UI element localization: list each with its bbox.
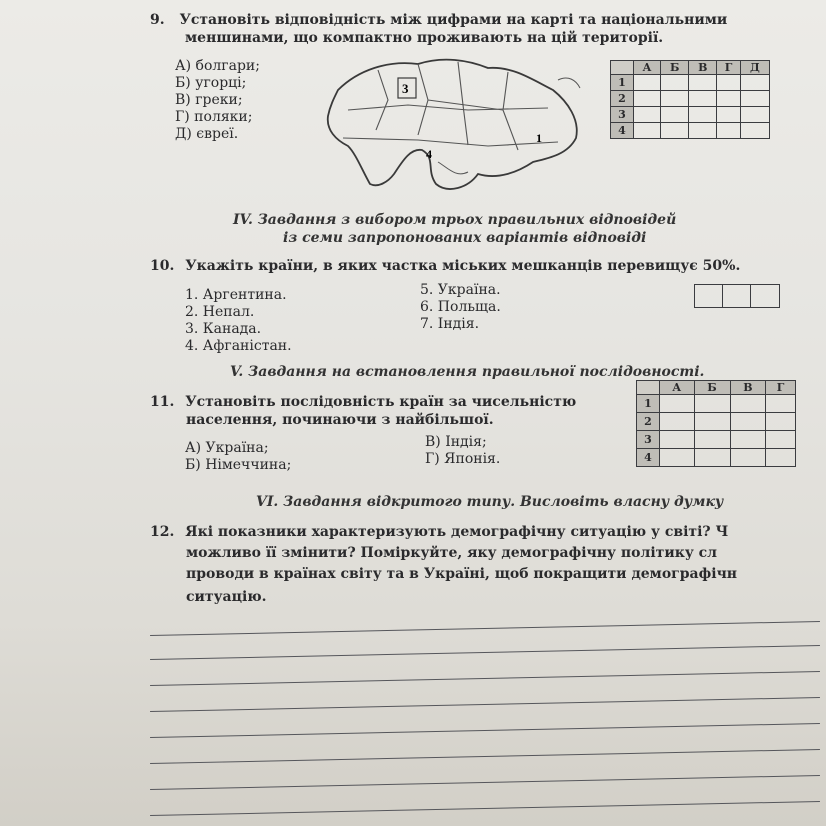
q11-cell[interactable] xyxy=(694,431,730,449)
answer-line[interactable] xyxy=(150,749,820,764)
q9-cell[interactable] xyxy=(661,75,689,91)
section-5-heading: V. Завдання на встановлення правильної послідовності. xyxy=(230,364,705,380)
section-4-heading-2: із семи запропонованих варіантів відповіді xyxy=(283,230,647,246)
q9-col-b: Б xyxy=(661,61,689,75)
q9-line-1 xyxy=(150,12,727,28)
q9-row-2: 2 xyxy=(611,91,634,107)
q11-option-d: Г) Японія. xyxy=(425,451,501,467)
q10-option-5: 5. Україна. xyxy=(420,282,501,298)
q9-answer-grid xyxy=(610,60,770,139)
q10-text: Укажіть країни, в яких частка міських мешканців перевищує 50%. xyxy=(185,258,741,274)
map-label-4: 4 xyxy=(426,147,432,161)
q10-option-3: 3. Канада. xyxy=(185,321,262,337)
q11-option-a: А) Україна; xyxy=(185,440,269,456)
q11-cell[interactable] xyxy=(766,395,796,413)
q9-cell[interactable] xyxy=(717,75,740,91)
q10-answer-box-3[interactable] xyxy=(750,284,780,308)
q10-line xyxy=(150,258,740,274)
answer-line[interactable] xyxy=(150,801,820,816)
q10-option-1: 1. Аргентина. xyxy=(185,287,287,303)
q10-option-6: 6. Польща. xyxy=(420,299,501,315)
q11-col-a: А xyxy=(660,381,695,395)
q12-text-1: Які показники характеризують демографічну ситуацію у світі? Ч xyxy=(185,524,729,540)
q11-text-2: населення, починаючи з найбільшої. xyxy=(186,412,494,428)
q11-cell[interactable] xyxy=(694,413,730,431)
q9-option-e: Д) євреї. xyxy=(175,126,239,142)
q11-col-d: Г xyxy=(766,381,796,395)
q10-option-2: 2. Непал. xyxy=(185,304,255,320)
q9-cell[interactable] xyxy=(661,107,689,123)
q9-col-e: Д xyxy=(740,61,769,75)
q11-cell[interactable] xyxy=(766,431,796,449)
q9-cell[interactable] xyxy=(740,123,769,139)
q11-row-3: 3 xyxy=(637,431,660,449)
q11-cell[interactable] xyxy=(660,413,695,431)
q11-cell[interactable] xyxy=(660,431,695,449)
q10-answer-box-2[interactable] xyxy=(722,284,751,308)
q11-row-2: 2 xyxy=(637,413,660,431)
q12-text-3: проводи в країнах світу та в Україні, щоб покращити демографічн xyxy=(186,566,738,582)
q9-text-1: Установіть відповідність між цифрами на карті та національними xyxy=(179,12,728,28)
q9-option-b: Б) угорці; xyxy=(175,75,247,91)
answer-line[interactable] xyxy=(150,671,820,686)
q9-row-1: 1 xyxy=(611,75,634,91)
q11-cell[interactable] xyxy=(660,449,695,467)
q11-col-c: В xyxy=(730,381,766,395)
q10-number: 10. xyxy=(150,258,175,274)
q9-cell[interactable] xyxy=(689,107,717,123)
q12-text-2: можливо її змінити? Поміркуйте, яку демографічну політику сл xyxy=(186,545,718,561)
map-label-3: 3 xyxy=(402,81,409,96)
section-6-heading: VI. Завдання відкритого типу. Висловіть власну думку xyxy=(256,494,724,510)
q9-cell[interactable] xyxy=(717,123,740,139)
answer-line[interactable] xyxy=(150,723,820,738)
q11-cell[interactable] xyxy=(766,449,796,467)
section-4-heading-1: IV. Завдання з вибором трьох правильних відповідей xyxy=(233,212,677,228)
q11-cell[interactable] xyxy=(660,395,695,413)
q9-cell[interactable] xyxy=(661,123,689,139)
answer-line[interactable] xyxy=(150,775,820,790)
answer-line[interactable] xyxy=(150,621,820,636)
q11-row-1: 1 xyxy=(637,395,660,413)
q11-col-b: Б xyxy=(694,381,730,395)
q9-cell[interactable] xyxy=(634,91,661,107)
q12-number: 12. xyxy=(150,524,175,540)
q9-cell[interactable] xyxy=(634,75,661,91)
q11-cell[interactable] xyxy=(730,431,766,449)
q9-cell[interactable] xyxy=(689,123,717,139)
q11-answer-grid xyxy=(636,380,796,467)
q9-number: 9. xyxy=(150,12,165,28)
q12-text-4: ситуацію. xyxy=(186,589,267,605)
q10-answer-box-1[interactable] xyxy=(694,284,723,308)
q12-line-1 xyxy=(150,524,728,540)
q9-row-4: 4 xyxy=(611,123,634,139)
answer-line[interactable] xyxy=(150,697,820,712)
q9-cell[interactable] xyxy=(740,107,769,123)
q11-cell[interactable] xyxy=(730,413,766,431)
answer-line[interactable] xyxy=(150,645,820,660)
q11-cell[interactable] xyxy=(694,449,730,467)
q9-cell[interactable] xyxy=(717,107,740,123)
q9-cell[interactable] xyxy=(661,91,689,107)
q11-option-b: Б) Німеччина; xyxy=(185,457,292,473)
q9-cell[interactable] xyxy=(634,107,661,123)
q9-cell[interactable] xyxy=(634,123,661,139)
q9-option-a: А) болгари; xyxy=(175,58,260,74)
q10-option-4: 4. Афганістан. xyxy=(185,338,292,354)
q9-cell[interactable] xyxy=(740,91,769,107)
q9-option-c: В) греки; xyxy=(175,92,243,108)
q9-cell[interactable] xyxy=(717,91,740,107)
q11-row-4: 4 xyxy=(637,449,660,467)
q11-cell[interactable] xyxy=(730,395,766,413)
q11-number: 11. xyxy=(150,394,175,410)
q11-cell[interactable] xyxy=(694,395,730,413)
q11-text-1: Установіть послідовність країн за чисельністю xyxy=(185,394,577,410)
q9-text-2: меншинами, що компактно проживають на цій території. xyxy=(185,30,664,46)
q9-col-d: Г xyxy=(717,61,740,75)
q9-col-a: А xyxy=(634,61,661,75)
q9-cell[interactable] xyxy=(689,75,717,91)
q11-cell[interactable] xyxy=(730,449,766,467)
q11-line-1 xyxy=(150,394,576,410)
q10-option-7: 7. Індія. xyxy=(420,316,480,332)
q9-cell[interactable] xyxy=(740,75,769,91)
q9-row-3: 3 xyxy=(611,107,634,123)
q11-option-c: В) Індія; xyxy=(425,434,487,450)
q9-option-d: Г) поляки; xyxy=(175,109,253,125)
q11-cell[interactable] xyxy=(766,413,796,431)
q9-col-c: В xyxy=(689,61,717,75)
map-label-1: 1 xyxy=(536,131,542,145)
ukraine-map xyxy=(318,50,588,200)
q9-cell[interactable] xyxy=(689,91,717,107)
